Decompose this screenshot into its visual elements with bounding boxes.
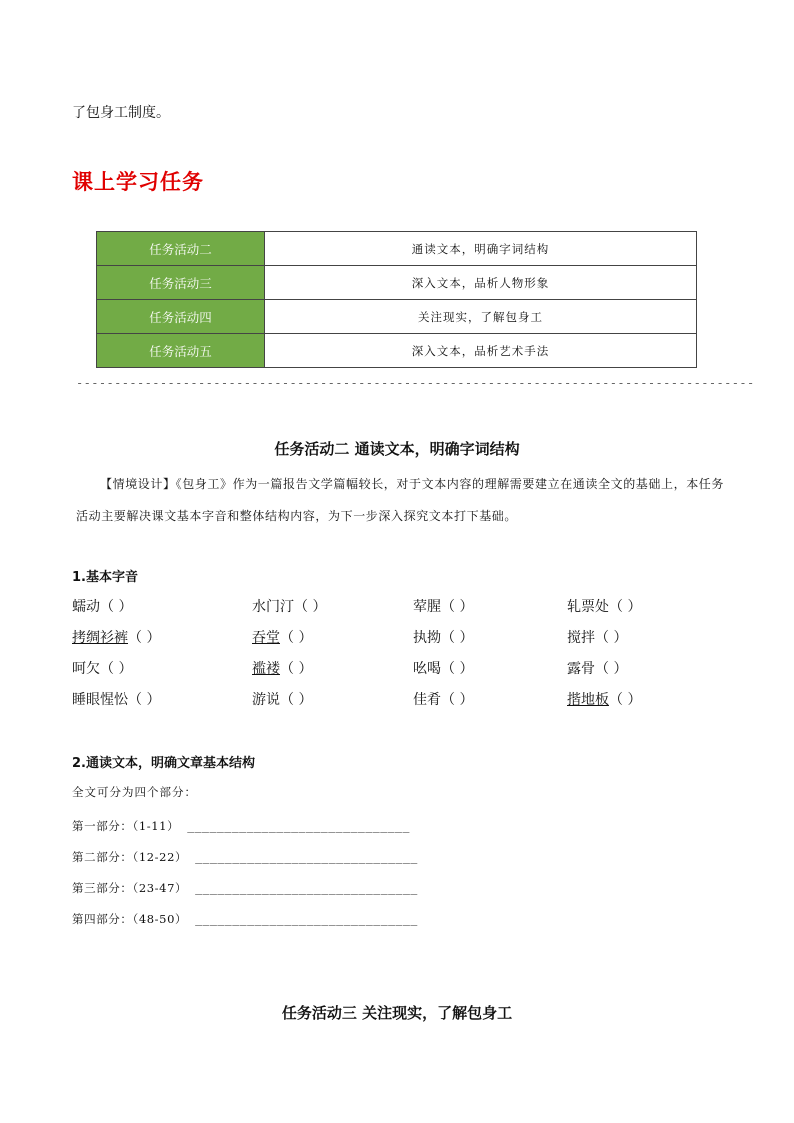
task-desc: 深入文本，品析人物形象 xyxy=(265,266,697,300)
table-row xyxy=(97,266,697,300)
char-item: 吆喝（ ） xyxy=(413,661,474,677)
char-item: 荤腥（ ） xyxy=(413,599,474,615)
task-desc: 关注现实，了解包身工 xyxy=(265,300,697,334)
char-item: 揩地板（ ） xyxy=(567,692,642,708)
char-item: 拷绸衫裤（ ） xyxy=(72,630,161,646)
activity2-title: 任务活动二 通读文本，明确字词结构 xyxy=(274,440,520,458)
char-item: 游说（ ） xyxy=(252,692,313,708)
table-row xyxy=(97,232,697,266)
char-item: 搅拌（ ） xyxy=(567,630,628,646)
structure-heading: 2.通读文本，明确文章基本结构 xyxy=(72,756,255,771)
structure-lead: 全文可分为四个部分： xyxy=(72,785,197,799)
table-row xyxy=(97,334,697,368)
task-name: 任务活动二 xyxy=(97,232,265,266)
char-item: 执拗（ ） xyxy=(413,630,474,646)
part-line: 第三部分：（23-47） ______________________________ xyxy=(72,881,418,895)
char-item: 蠕动（ ） xyxy=(72,599,133,615)
task-desc: 深入文本，品析艺术手法 xyxy=(265,334,697,368)
char-item: 露骨（ ） xyxy=(567,661,628,677)
task-table xyxy=(96,231,697,368)
task-name: 任务活动四 xyxy=(97,300,265,334)
part-line: 第四部分：（48-50） ______________________________ xyxy=(72,912,418,926)
char-item: 轧票处（ ） xyxy=(567,599,642,615)
char-item: 睡眼惺忪（ ） xyxy=(72,692,161,708)
part-line: 第二部分：（12-22） ______________________________ xyxy=(72,850,418,864)
char-item: 佳肴（ ） xyxy=(413,692,474,708)
char-item: 褴褛（ ） xyxy=(252,661,313,677)
scenario-paragraph: 【情境设计】《包身工》作为一篇报告文学篇幅较长，对于文本内容的理解需要建立在通读全文的基础上，本任务活动主要解决课文基本字音和整体结构内容，为下一步深入探究文本打下基础。 xyxy=(76,477,725,523)
task-name: 任务活动五 xyxy=(97,334,265,368)
char-item: 水门汀（ ） xyxy=(252,599,327,615)
char-item: 呵欠（ ） xyxy=(72,661,133,677)
dashed-divider: ----------------------------------------------------------------------------------------- xyxy=(76,376,755,390)
activity3-title: 任务活动三 关注现实，了解包身工 xyxy=(281,1004,513,1022)
part-line: 第一部分：（1-11） ______________________________ xyxy=(72,819,410,833)
pronunciation-heading: 1.基本字音 xyxy=(72,570,138,585)
task-desc: 通读文本，明确字词结构 xyxy=(265,232,697,266)
section-heading: 课上学习任务 xyxy=(72,170,204,194)
task-name: 任务活动三 xyxy=(97,266,265,300)
char-item: 吞堂（ ） xyxy=(252,630,313,646)
intro-text: 了包身工制度。 xyxy=(72,105,170,121)
table-row xyxy=(97,300,697,334)
